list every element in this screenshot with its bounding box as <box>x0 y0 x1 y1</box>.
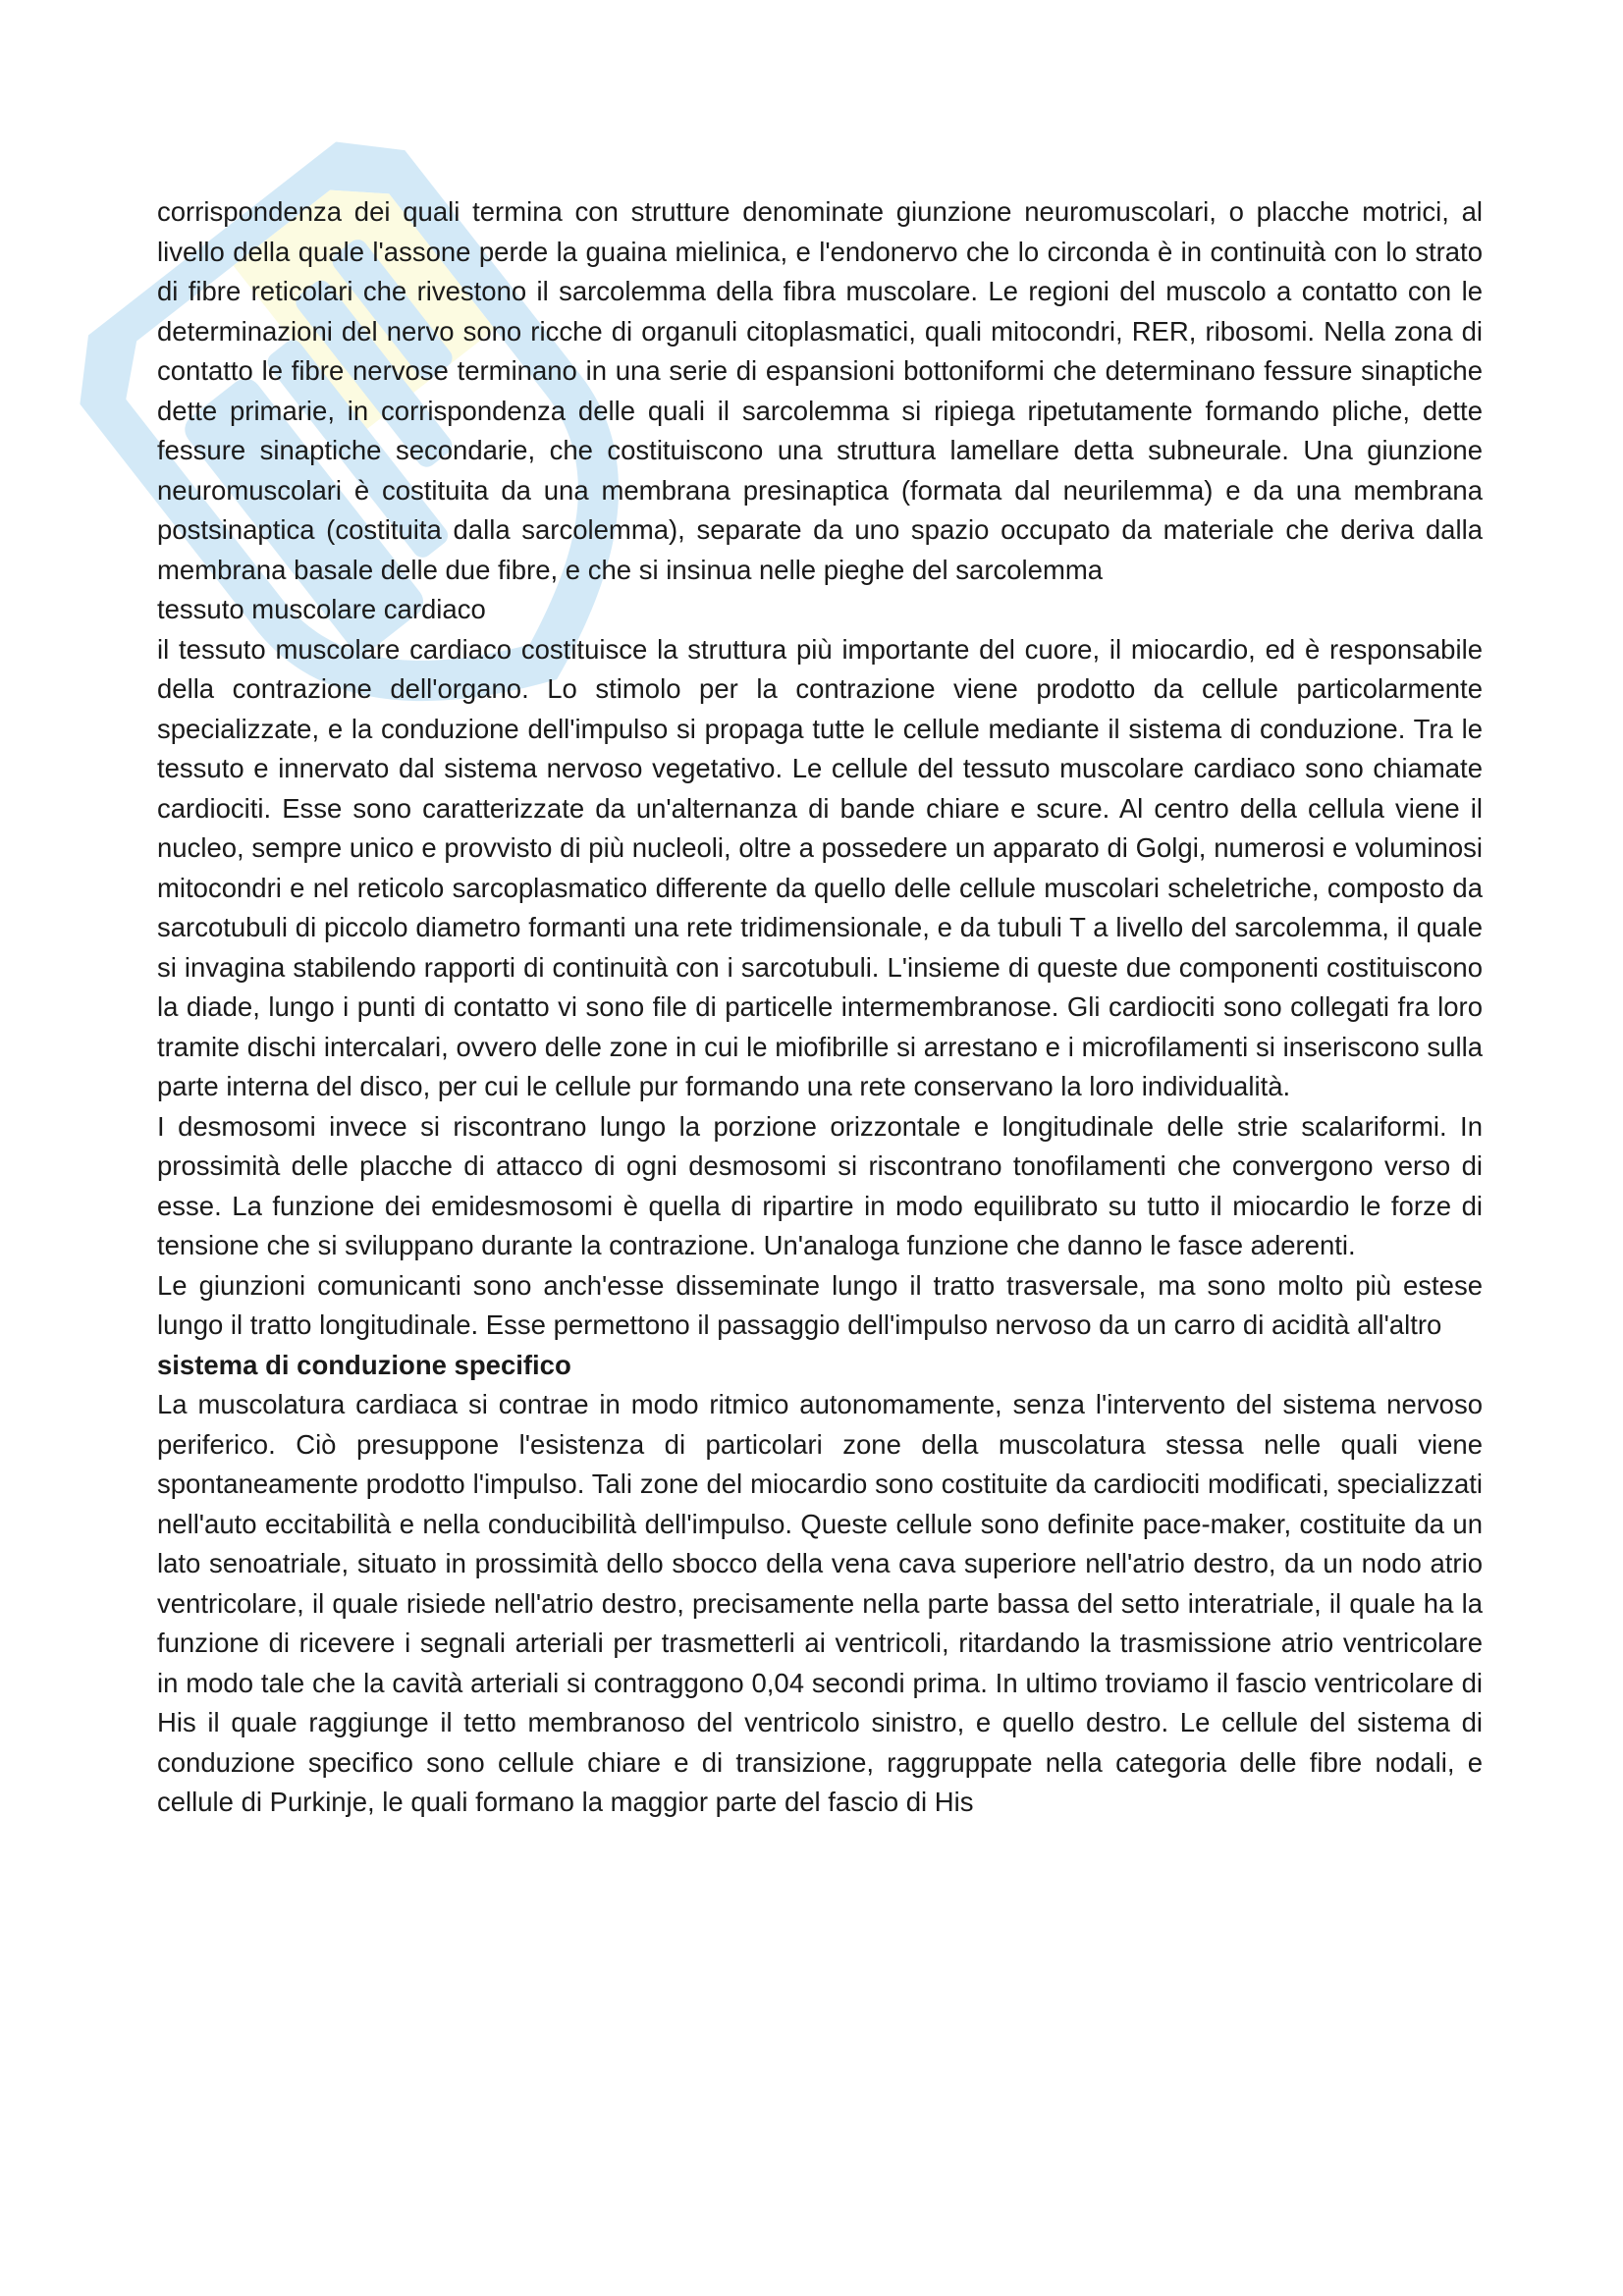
paragraph-conduction-system: La muscolatura cardiaca si contrae in modo ritmico autonomamente, senza l'intervento del sistema nervoso periferico. Ciò presuppone l'esistenza di particolari zone della muscolatura stessa nelle quali viene spontaneamente prodotto l'impulso. Tali zone del miocardio sono costituite da cardiociti modificati, specializzati nell'auto eccitabilità e nella conducibilità dell'impulso. Queste cellule sono definite pace-maker, costituite da un lato senoatriale, situato in prossimità dello sbocco della vena cava superiore nell'atrio destro, da un nodo atrio ventricolare, il quale risiede nell'atrio destro, precisamente nella parte bassa del setto interatriale, il quale ha la funzione di ricevere i segnali arteriali per trasmetterli ai ventricoli, ritardando la trasmissione atrio ventricolare in modo tale che la cavità arteriali si contraggono 0,04 secondi prima. In ultimo troviamo il fascio ventricolare di His il quale raggiunge il tetto membranoso del ventricolo sinistro, e quello destro. Le cellule del sistema di conduzione specifico sono cellule chiare e di transizione, raggruppate nella categoria delle fibre nodali, e cellule di Purkinje, le quali formano la maggior parte del fascio di His <box>157 1389 1483 1817</box>
paragraph-desmosomes: I desmosomi invece si riscontrano lungo la porzione orizzontale e longitudinale delle strie scalariformi. In prossimità delle placche di attacco di ogni desmosomi si riscontrano tonofilamenti che convergono verso di esse. La funzione dei emidesmosomi è quella di ripartire in modo equilibrato su tutto il miocardio le forze di tensione che si sviluppano durante la contrazione. Un'analoga funzione che danno le fasce aderenti. <box>157 1110 1483 1260</box>
heading-cardiac-muscle-tissue: tessuto muscolare cardiaco <box>157 594 486 624</box>
paragraph-cardiac-tissue: il tessuto muscolare cardiaco costituisce la struttura più importante del cuore, il miocardio, ed è responsabile della contrazione dell'organo. Lo stimolo per la contrazione viene prodotto da cellule particolarmente specializzate, e la conduzione dell'impulso si propaga tutte le cellule mediante il sistema di conduzione. Tra le tessuto e innervato dal sistema nervoso vegetativo. Le cellule del tessuto muscolare cardiaco sono chiamate cardiociti. Esse sono caratterizzate da un'alternanza di bande chiare e scure. Al centro della cellula viene il nucleo, sempre unico e provvisto di più nucleoli, oltre a possedere un apparato di Golgi, numerosi e voluminosi mitocondri e nel reticolo sarcoplasmatico differente da quello delle cellule muscolari scheletriche, composto da sarcotubuli di piccolo diametro formanti una rete tridimensionale, e da tubuli T a livello del sarcolemma, il quale si invagina stabilendo rapporti di continuità con i sarcotubuli. L'insieme di queste due componenti costituiscono la diade, lungo i punti di contatto vi sono file di particelle intermembranose. Gli cardiociti sono collegati fra loro tramite dischi intercalari, ovvero delle zone in cui le miofibrille si arrestano e i microfilamenti si inseriscono sulla parte interna del disco, per cui le cellule pur formando una rete conservano la loro individualità. <box>157 633 1483 1101</box>
paragraph-gap-junctions: Le giunzioni comunicanti sono anch'esse disseminate lungo il tratto trasversale, ma sono molto più estese lungo il tratto longitudinale. Esse permettono il passaggio dell'impulso nervoso da un carro di acidità all'altro <box>157 1269 1483 1340</box>
heading-conduction-system: sistema di conduzione specifico <box>157 1349 571 1380</box>
page-content <box>157 192 1483 1823</box>
paragraph-neuromuscular-junction: corrispondenza dei quali termina con strutture denominate giunzione neuromuscolari, o placche motrici, al livello della quale l'assone perde la guaina mielinica, e l'endonervo che lo circonda è in continuità con lo strato di fibre reticolari che rivestono il sarcolemma della fibra muscolare. Le regioni del muscolo a contatto con le determinazioni del nervo sono ricche di organuli citoplasmatici, quali mitocondri, RER, ribosomi. Nella zona di contatto le fibre nervose terminano in una serie di espansioni bottoniformi che determinano fessure sinaptiche dette primarie, in corrispondenza delle quali il sarcolemma si ripiega ripetutamente formando pliche, dette fessure sinaptiche secondarie, che costituiscono una struttura lamellare detta subneurale. Una giunzione neuromuscolari è costituita da una membrana presinaptica (formata dal neurilemma) e da una membrana postsinaptica (costituita dalla sarcolemma), separate da uno spazio occupato da materiale che deriva dalla membrana basale delle due fibre, e che si insinua nelle pieghe del sarcolemma <box>157 196 1483 585</box>
